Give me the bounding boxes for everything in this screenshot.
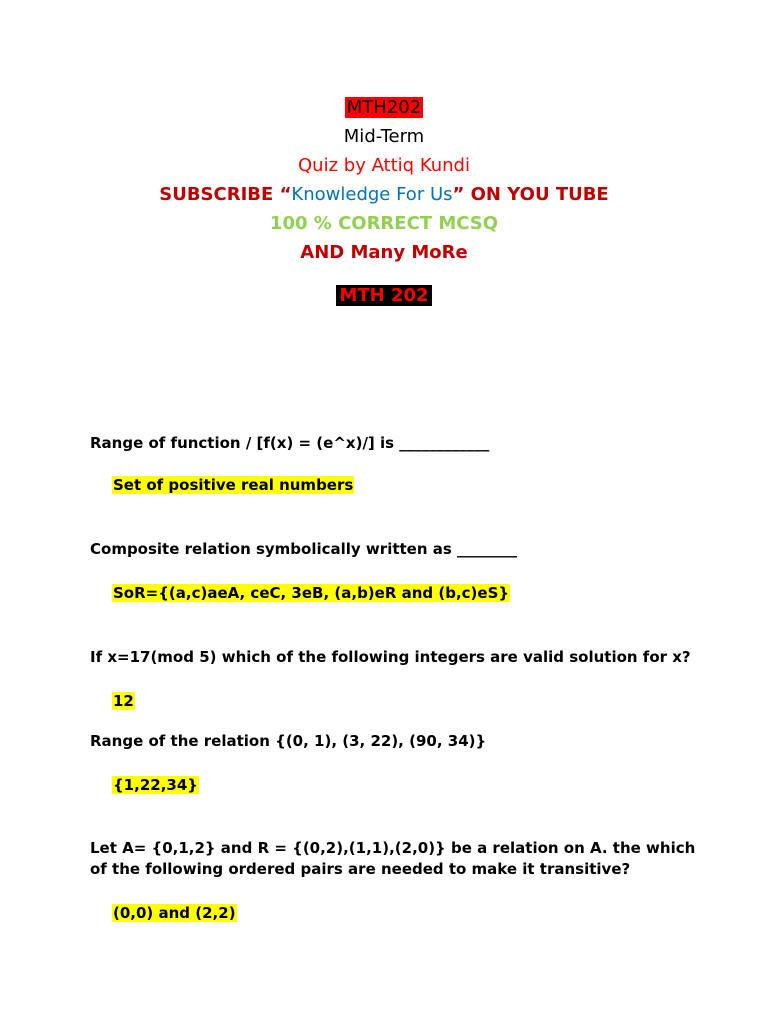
answer-4: {1,22,34} [113, 776, 198, 794]
question-1: Range of function / [f(x) = (e^x)/] is ____________ [90, 434, 490, 452]
question-5: Let A= {0,1,2} and R = {(0,2),(1,1),(2,0)} be a relation on A. the which of the following ordered pairs are needed to make it transitive? [90, 839, 696, 878]
subscribe-suffix: ON YOU TUBE [464, 184, 609, 205]
channel-name: Knowledge For Us [291, 184, 453, 205]
exam-title: Mid-Term [343, 126, 425, 147]
answer-5: (0,0) and (2,2) [113, 904, 236, 922]
question-3: If x=17(mod 5) which of the following integers are valid solution for x? [90, 648, 691, 666]
answer-3: 12 [113, 692, 134, 710]
subscribe-line [0, 180, 768, 209]
open-quote: “ [279, 184, 292, 205]
course-badge: MTH 202 [336, 285, 431, 306]
course-code: MTH202 [346, 97, 422, 118]
document-header [0, 93, 768, 310]
answer-2: SoR={(a,c)aeA, ceC, 3eB, (a,b)eR and (b,c)eS} [113, 584, 510, 602]
correct-mcq-line: 100 % CORRECT MCSQ [269, 213, 499, 234]
close-quote: ” [452, 184, 465, 205]
quiz-author: Quiz by Attiq Kundi [298, 155, 470, 176]
answer-1: Set of positive real numbers [113, 476, 354, 494]
question-4: Range of the relation {(0, 1), (3, 22), (90, 34)} [90, 732, 487, 750]
question-2: Composite relation symbolically written as ________ [90, 540, 518, 558]
many-more-line: AND Many MoRe [300, 242, 468, 263]
subscribe-prefix: SUBSCRIBE [159, 184, 280, 205]
